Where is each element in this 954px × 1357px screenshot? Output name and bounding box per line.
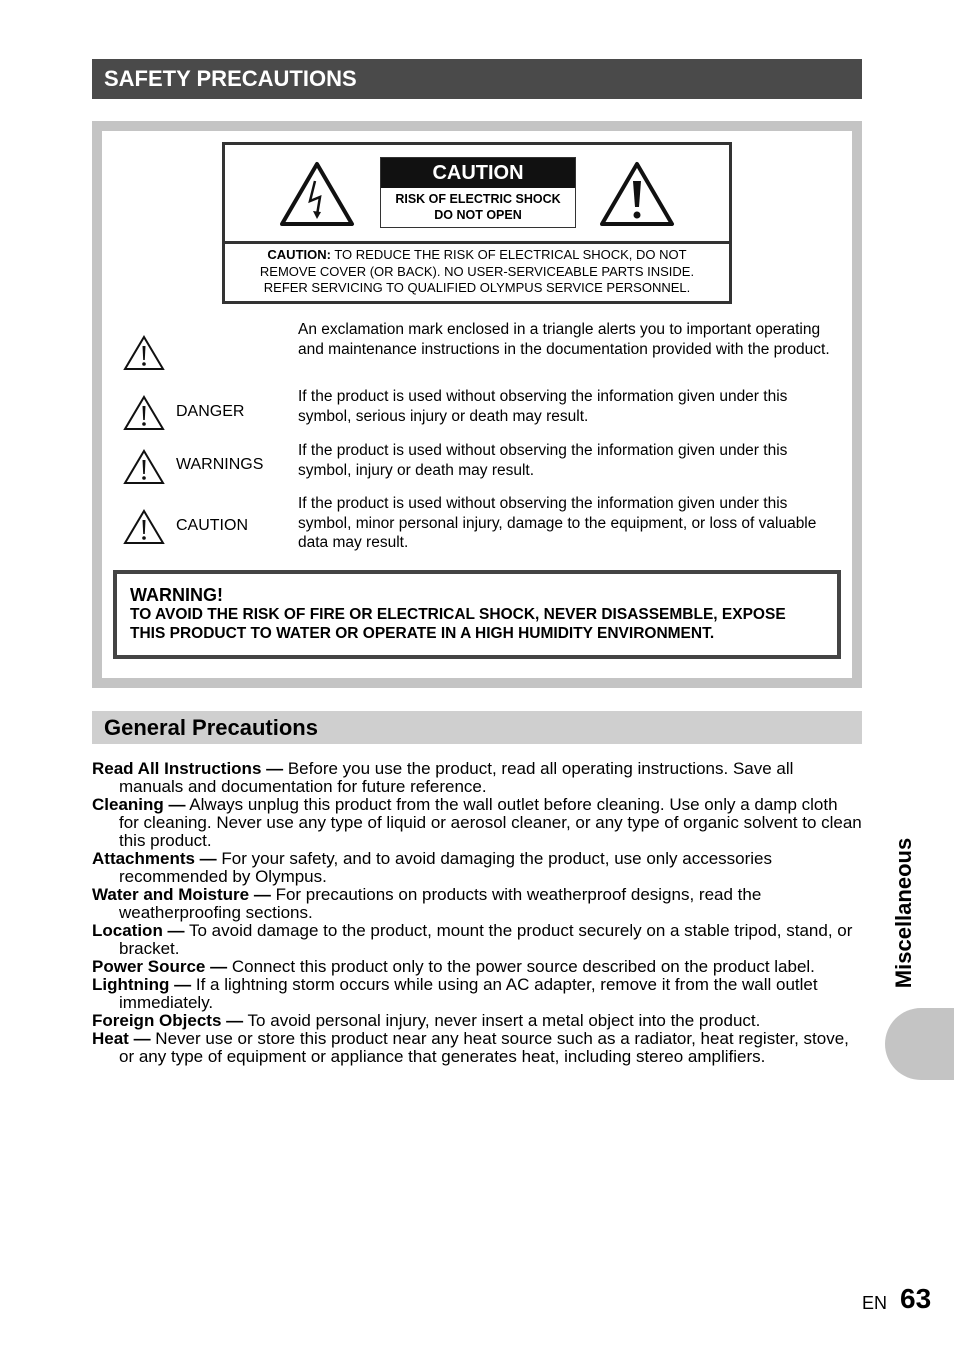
general-precautions-title: General Precautions: [104, 715, 318, 740]
warnings-triangle-icon: [123, 449, 165, 485]
exclamation-warning-icon: [599, 161, 675, 227]
legend-label-danger: DANGER: [176, 403, 245, 420]
precaution-item: Read All Instructions — Before you use the product, read all operating instructions. Save all manuals and documentation for future reference.: [92, 759, 794, 796]
page-language: EN: [862, 1293, 888, 1313]
caution-label-subtitle: RISK OF ELECTRIC SHOCK DO NOT OPEN: [395, 192, 561, 222]
legend-label-caution: CAUTION: [176, 517, 248, 534]
caution-divider: [225, 241, 729, 244]
caution-panel: [222, 142, 732, 304]
legend-label-warnings: WARNINGS: [176, 456, 264, 473]
caution-triangle-icon: [123, 509, 165, 545]
danger-triangle-icon: [123, 395, 165, 431]
exclamation-triangle-icon: [123, 335, 165, 371]
precaution-item: Attachments — For your safety, and to avoid damaging the product, use only accessories recommended by Olympus.: [92, 849, 773, 886]
precaution-item: Cleaning — Always unplug this product from the wall outlet before cleaning. Use only a damp cloth for cleaning. Never use any type of liquid or aerosol cleaner, or any type of organic solvent to clean this product.: [92, 795, 862, 850]
lightning-warning-icon: [279, 161, 355, 227]
caution-label: [380, 157, 576, 228]
precaution-item: Water and Moisture — For precautions on products with weatherproof designs, read the weatherproofing sections.: [92, 885, 762, 922]
caution-label-title: CAUTION: [381, 158, 575, 188]
page-number: 63: [900, 1283, 932, 1314]
precaution-item: Lightning — If a lightning storm occurs while using an AC adapter, remove it from the wall outlet immediately.: [92, 975, 818, 1012]
precaution-item: Power Source — Connect this product only to the power source described on the product label.: [92, 957, 815, 976]
warning-text: TO AVOID THE RISK OF FIRE OR ELECTRICAL SHOCK, NEVER DISASSEMBLE, EXPOSE THIS PRODUCT TO WATER OR OPERATE IN A HIGH HUMIDITY ENVIRONMENT.: [130, 606, 786, 642]
precaution-item: Foreign Objects — To avoid personal injury, never insert a metal object into the product.: [92, 1011, 761, 1030]
warning-box: [113, 570, 841, 659]
caution-statement: CAUTION: TO REDUCE THE RISK OF ELECTRICAL SHOCK, DO NOT REMOVE COVER (OR BACK). NO USER-SERVICEABLE PARTS INSIDE. REFER SERVICING TO QUALIFIED OLYMPUS SERVICE PERSONNEL.: [259, 247, 695, 295]
precautions-list: [92, 760, 862, 1066]
legend-description-info: An exclamation mark enclosed in a triangle alerts you to important operating and maintenance instructions in the documentation provided with the product.: [298, 321, 830, 358]
general-precautions-bar: [92, 711, 862, 744]
warning-title: WARNING!: [130, 585, 223, 605]
precaution-item: Location — To avoid damage to the product, mount the product securely on a stable tripod, stand, or bracket.: [92, 921, 853, 958]
legend-description-danger: If the product is used without observing the information given under this symbol, serious injury or death may result.: [298, 388, 788, 425]
side-section-tab[interactable]: [885, 1008, 954, 1080]
precaution-item: Heat — Never use or store this product near any heat source such as a radiator, heat register, stove, or any type of equipment or appliance that generates heat, including stereo amplifiers.: [92, 1029, 849, 1066]
legend-description-caution: If the product is used without observing the information given under this symbol, minor personal injury, damage to the equipment, or loss of valuable data may result.: [298, 495, 817, 551]
section-title: SAFETY PRECAUTIONS: [104, 66, 357, 91]
legend-description-warnings: If the product is used without observing the information given under this symbol, injury or death may result.: [298, 442, 788, 479]
section-title-bar: [92, 59, 862, 99]
